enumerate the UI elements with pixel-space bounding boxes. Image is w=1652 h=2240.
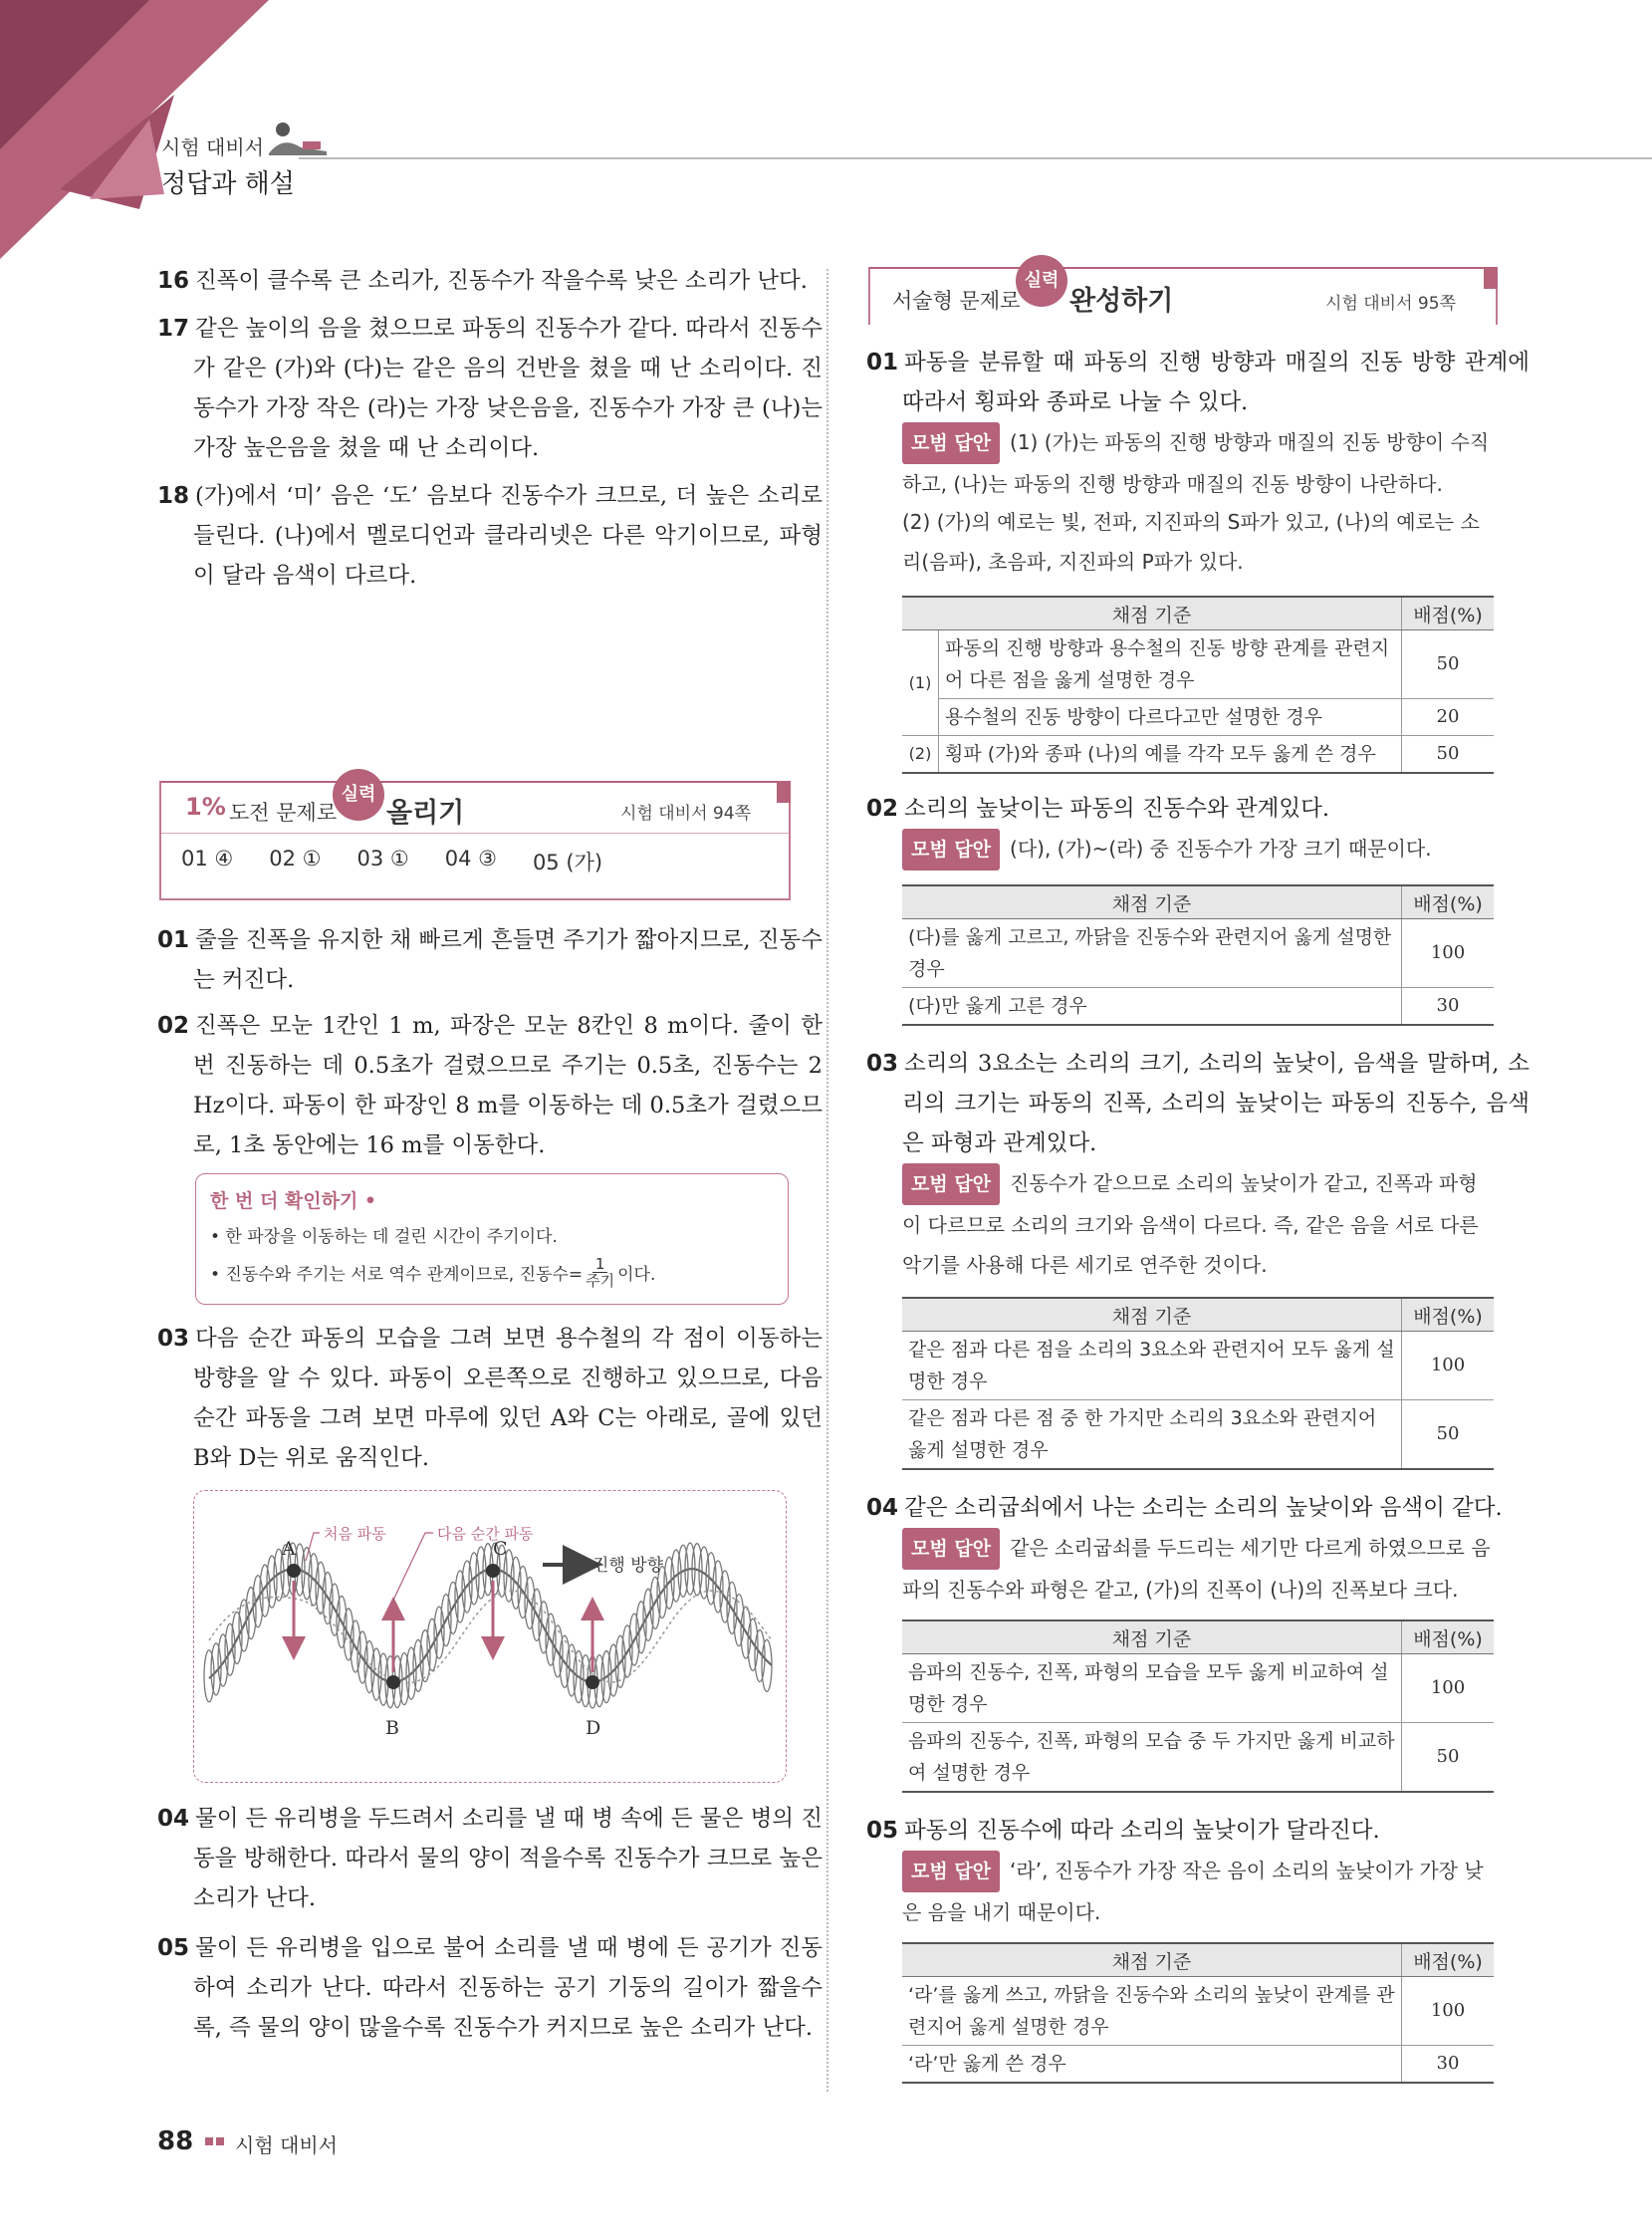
table-header-row (902, 1298, 1494, 1332)
point-d-marker (586, 1675, 599, 1689)
criteria-cell: 파동의 진행 방향과 용수철의 진동 방향 관계를 관련지어 다른 점을 옳게 설명한 경우 (939, 630, 1402, 699)
point-b-label: B (385, 1717, 399, 1739)
fraction (586, 1256, 614, 1289)
essay-01-answer (902, 422, 1494, 504)
answer-key-03: 03 ① (356, 847, 409, 871)
table-row (902, 1723, 1494, 1793)
criteria-cell: 횡파 (가)와 종파 (나)의 예를 각각 모두 옳게 쓴 경우 (939, 736, 1402, 774)
answer-text: 물이 든 유리병을 입으로 불어 소리를 낼 때 병에 든 공기가 진동하여 소리가 난다. 따라서 진동하는 공기 기둥의 길이가 짧을수록, 즉 물의 양이 많을수록 진동수가 커지므로 높은 소리가 난다. (193, 1935, 823, 2041)
challenge-section (159, 781, 791, 900)
score-cell: 30 (1402, 2046, 1495, 2084)
score-cell: 50 (1402, 1723, 1495, 1793)
table-row (902, 988, 1494, 1026)
essay-04-score-table (902, 1619, 1494, 1793)
criteria-cell: 같은 점과 다른 점 중 한 가지만 소리의 3요소와 관련지어 옳게 설명한 경우 (902, 1400, 1402, 1470)
essay-03-score-table (902, 1297, 1494, 1470)
essay-05 (866, 1811, 1530, 1851)
tip-box (195, 1173, 789, 1305)
answer-key-05: 05 (가) (532, 851, 603, 874)
reading-person-icon (261, 118, 331, 157)
corner-strip (1484, 267, 1498, 289)
answer-18 (157, 476, 823, 596)
table-row (902, 919, 1494, 988)
direction-label: 진행 방향 (592, 1556, 664, 1576)
essay-page-ref: 시험 대비서 95쪽 (1325, 294, 1456, 314)
answer-key-01: 01 ④ (181, 847, 234, 871)
table-row (902, 2046, 1494, 2084)
question-number: 04 (866, 1495, 899, 1521)
model-answer-badge: 모범 답안 (902, 1528, 1000, 1570)
answer-text: 같은 높이의 음을 쳤으므로 파동의 진동수가 같다. 따라서 진동수가 같은 (가)와 (다)는 같은 음의 건반을 쳤을 때 난 소리이다. 진동수가 가장 작은 (라)는 가장 낮은음을, 진동수가 가장 큰 (나)는 가장 높은음을 쳤을 때 난 소리이다. (193, 316, 823, 461)
answer-text: (가)에서 ‘미’ 음은 ‘도’ 음보다 진동수가 크므로, 더 높은 소리로 들린다. (나)에서 멜로디언과 클라리넷은 다른 악기이므로, 파형이 달라 음색이 다르다. (193, 483, 823, 589)
question-number: 16 (157, 268, 190, 294)
challenge-04 (157, 1799, 823, 1918)
point-c-label: C (493, 1538, 508, 1560)
model-answer-badge: 모범 답안 (902, 829, 1000, 871)
skill-badge: 실력 (333, 769, 384, 821)
skill-badge: 실력 (1016, 255, 1067, 307)
score-cell: 50 (1402, 736, 1495, 774)
score-cell: 100 (1402, 1332, 1495, 1400)
sub-label: (2) (902, 736, 939, 774)
challenge-05 (157, 1928, 823, 2048)
tip-item-2 (210, 1256, 655, 1289)
challenge-title-post: 올리기 (386, 798, 465, 829)
table-row (902, 736, 1494, 774)
tip-item-2-post: 이다. (617, 1265, 656, 1285)
spring-wave-diagram (193, 1490, 787, 1783)
fraction-numerator: 1 (592, 1256, 608, 1273)
table-header-row (902, 885, 1494, 919)
point-d-label: D (586, 1717, 601, 1739)
spring-coil (762, 1639, 772, 1691)
table-row (902, 699, 1494, 736)
model-answer-badge: 모범 답안 (902, 1163, 1000, 1205)
answer-part-1: (1) (가)는 파동의 진행 방향과 매질의 진동 방향이 수직하고, (나)는 파동의 진행 방향과 매질의 진동 방향이 나란하다. (902, 430, 1490, 496)
criteria-header: 채점 기준 (902, 1943, 1402, 1977)
challenge-answers (181, 847, 602, 876)
essay-title-pre: 서술형 문제로 (892, 289, 1021, 313)
point-c-marker (486, 1564, 500, 1578)
answer-text: 진폭은 모눈 1칸인 1 m, 파장은 모눈 8칸인 8 m이다. 줄이 한 번 진동하는 데 0.5초가 걸렸으므로 주기는 0.5초, 진동수는 2 Hz이다. 파동이 한 파장인 8 m를 이동하는 데 0.5초가 걸렸으므로, 1초 동안에는 16 m를 이동한다. (193, 1013, 823, 1158)
question-number: 01 (866, 350, 899, 375)
tip-title: 한 번 더 확인하기 • (210, 1190, 377, 1212)
essay-title-post: 완성하기 (1069, 286, 1174, 317)
answer-text: ‘라’, 진동수가 가장 작은 음이 소리의 높낮이가 가장 낮은 음을 내기 때문이다. (902, 1859, 1484, 1924)
answer-text: 진폭이 클수록 큰 소리가, 진동수가 작을수록 낮은 소리가 난다. (195, 268, 808, 294)
criteria-header: 채점 기준 (902, 597, 1402, 630)
header-title: 정답과 해설 (161, 169, 295, 199)
answer-17 (157, 309, 823, 468)
challenge-01 (157, 920, 823, 1000)
question-number: 02 (866, 796, 899, 822)
point-a-marker (287, 1564, 301, 1578)
score-cell: 100 (1402, 1654, 1495, 1723)
criteria-header: 채점 기준 (902, 1620, 1402, 1654)
challenge-header (161, 783, 789, 834)
essay-section-header (868, 267, 1498, 325)
table-row (902, 1332, 1494, 1400)
question-text: 소리의 3요소는 소리의 크기, 소리의 높낮이, 음색을 말하며, 소리의 크기는 파동의 진폭, 소리의 높낮이는 파동의 진동수, 음색은 파형과 관계있다. (902, 1051, 1530, 1156)
answer-16 (157, 261, 823, 301)
table-row (902, 1400, 1494, 1470)
criteria-header: 채점 기준 (902, 885, 1402, 919)
criteria-cell: ‘라’를 옳게 쓰고, 까닭을 진동수와 소리의 높낮이 관계를 관련지어 옳게 설명한 경우 (902, 1977, 1402, 2046)
essay-01 (866, 343, 1530, 422)
essay-01-answer-2: (2) (가)의 예로는 빛, 전파, 지진파의 S파가 있고, (나)의 예로는 소리(음파), 초음파, 지진파의 P파가 있다. (902, 510, 1480, 574)
question-number: 18 (157, 483, 190, 509)
fraction-denominator: 주기 (586, 1272, 615, 1290)
score-cell: 100 (1402, 1977, 1495, 2046)
spring-coil (218, 1634, 228, 1686)
spring-coil (253, 1576, 263, 1627)
question-number: 04 (157, 1806, 190, 1832)
question-text: 같은 소리굽쇠에서 나는 소리는 소리의 높낮이와 음색이 같다. (904, 1495, 1503, 1521)
score-cell: 50 (1402, 1400, 1495, 1470)
essay-05-score-table (902, 1942, 1494, 2084)
answer-text: 물이 든 유리병을 두드려서 소리를 낼 때 병 속에 든 물은 병의 진동을 방해한다. 따라서 물의 양이 적을수록 진동수가 크므로 높은 소리가 난다. (193, 1806, 823, 1911)
answer-text: 줄을 진폭을 유지한 채 빠르게 흔들면 주기가 짧아지므로, 진동수는 커진다. (193, 927, 823, 993)
footer-label: 시험 대비서 (235, 2133, 338, 2157)
essay-04 (866, 1488, 1530, 1528)
answer-key-04: 04 ③ (444, 847, 497, 871)
header-subtitle: 시험 대비서 (161, 135, 264, 159)
essay-03-answer (902, 1163, 1494, 1285)
score-cell: 30 (1402, 988, 1495, 1026)
sub-label: (1) (902, 630, 939, 736)
table-row (902, 1977, 1494, 2046)
score-header: 배점(%) (1402, 597, 1495, 630)
score-cell: 100 (1402, 919, 1495, 988)
column-divider (826, 269, 828, 2092)
challenge-percent: 1% (185, 793, 226, 821)
criteria-cell: 용수철의 진동 방향이 다르다고만 설명한 경우 (939, 699, 1402, 736)
answer-text: (다), (가)~(라) 중 진동수가 가장 크기 때문이다. (1010, 837, 1432, 861)
model-answer-badge: 모범 답안 (902, 422, 1000, 464)
score-cell: 50 (1402, 630, 1495, 699)
criteria-cell: 같은 점과 다른 점을 소리의 3요소와 관련지어 모두 옳게 설명한 경우 (902, 1332, 1402, 1400)
question-number: 03 (866, 1051, 899, 1077)
score-header: 배점(%) (1402, 1620, 1495, 1654)
essay-02 (866, 789, 1530, 829)
spring-wave-figure (194, 1491, 786, 1782)
question-text: 파동을 분류할 때 파동의 진행 방향과 매질의 진동 방향 관계에 따라서 횡파와 종파로 나눌 수 있다. (902, 350, 1530, 415)
essay-05-answer (902, 1851, 1494, 1932)
question-number: 01 (157, 927, 190, 953)
essay-04-answer (902, 1528, 1494, 1610)
criteria-cell: (다)를 옳게 고르고, 까닭을 진동수와 관련지어 옳게 설명한 경우 (902, 919, 1402, 988)
question-number: 03 (157, 1326, 190, 1352)
criteria-cell: ‘라’만 옳게 쓴 경우 (902, 2046, 1402, 2084)
question-number: 05 (866, 1818, 899, 1844)
tip-item-1: • 한 파장을 이동하는 데 걸린 시간이 주기이다. (210, 1227, 558, 1247)
spring-coil (225, 1623, 235, 1675)
question-number: 05 (157, 1935, 190, 1961)
tip-item-2-pre: • 진동수와 주기는 서로 역수 관계이므로, 진동수= (210, 1265, 584, 1285)
criteria-cell: (다)만 옳게 고른 경우 (902, 988, 1402, 1026)
corner-decoration (0, 0, 269, 259)
answer-text: 다음 순간 파동의 모습을 그려 보면 용수철의 각 점이 이동하는 방향을 알 수 있다. 파동이 오른쪽으로 진행하고 있으므로, 다음 순간 파동을 그려 보면 마루에 있던 A와 C는 아래로, 골에 있던 B와 D는 위로 움직인다. (193, 1326, 823, 1471)
answer-text: 진동수가 같으므로 소리의 높낮이가 같고, 진폭과 파형이 다르므로 소리의 크기와 음색이 다르다. 즉, 같은 음을 서로 다른 악기를 사용해 다른 세기로 연주한 것이다. (902, 1171, 1479, 1277)
answer-text: 같은 소리굽쇠를 두드리는 세기만 다르게 하였으므로 음파의 진동수와 파형은 같고, (가)의 진폭이 (나)의 진폭보다 크다. (902, 1536, 1491, 1602)
model-answer-badge: 모범 답안 (902, 1851, 1000, 1892)
table-row (902, 1654, 1494, 1723)
challenge-page-ref: 시험 대비서 94쪽 (620, 804, 751, 824)
next-wave-label: 다음 순간 파동 (437, 1525, 534, 1543)
next-wave-callout (389, 1533, 433, 1609)
challenge-title-pre: 도전 문제로 (229, 801, 338, 825)
essay-02-answer (902, 829, 1494, 871)
first-wave-label: 처음 파동 (324, 1525, 386, 1543)
table-row (902, 630, 1494, 699)
essay-01-score-table (902, 596, 1494, 774)
criteria-cell: 음파의 진동수, 진폭, 파형의 모습 중 두 가지만 옳게 비교하여 설명한 경우 (902, 1723, 1402, 1793)
score-header: 배점(%) (1402, 1298, 1495, 1332)
page-number: 88 (157, 2126, 194, 2156)
first-wave-callout (306, 1533, 320, 1561)
question-number: 02 (157, 1013, 190, 1039)
question-number: 17 (157, 316, 190, 342)
question-text: 소리의 높낮이는 파동의 진동수와 관계있다. (904, 796, 1330, 822)
criteria-cell: 음파의 진동수, 진폭, 파형의 모습을 모두 옳게 비교하여 설명한 경우 (902, 1654, 1402, 1723)
point-a-label: A (282, 1538, 296, 1560)
challenge-03 (157, 1319, 823, 1478)
criteria-header: 채점 기준 (902, 1298, 1402, 1332)
challenge-02 (157, 1006, 823, 1165)
question-text: 파동의 진동수에 따라 소리의 높낮이가 달라진다. (904, 1818, 1380, 1844)
essay-02-score-table (902, 884, 1494, 1026)
score-header: 배점(%) (1402, 1943, 1495, 1977)
footer-bullet-icon (205, 2137, 225, 2145)
point-b-marker (386, 1675, 400, 1689)
score-header: 배점(%) (1402, 885, 1495, 919)
answer-key-02: 02 ① (269, 847, 322, 871)
table-header-row (902, 597, 1494, 630)
header-rule (299, 157, 1652, 159)
essay-03 (866, 1044, 1530, 1163)
score-cell: 20 (1402, 699, 1495, 736)
table-header-row (902, 1620, 1494, 1654)
table-header-row (902, 1943, 1494, 1977)
